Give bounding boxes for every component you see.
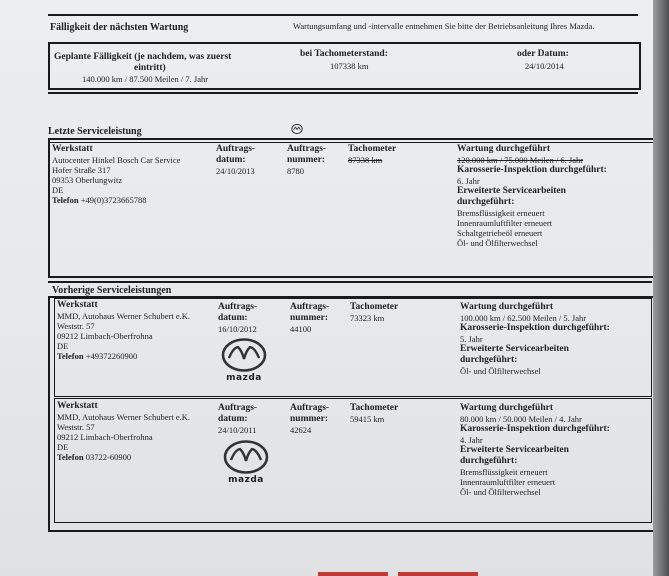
entry-2-workshop: Werkstatt MMD, Autohaus Werner Schubert e.K. Weststr. 57 09212 Limbach-Oberfrohna DE Telefon 03722-60900 — [57, 401, 191, 462]
odometer-due-value: 107338 km — [330, 61, 369, 71]
entry-1-work: Wartung durchgeführt 100.000 km / 62.500 Meilen / 5. Jahr Karosserie-Inspektion durchgeführt: 5. Jahr Erweiterte Servicearbeiten durchgeführt: Öl- und Ölfilterwechsel — [460, 302, 610, 376]
last-service-title: Letzte Serviceleistung — [48, 126, 142, 137]
red-mark-right — [398, 572, 478, 576]
date-due-label: oder Datum: — [517, 49, 569, 59]
entry-1-order-number: Auftrags- nummer: 44100 — [290, 302, 330, 334]
mazda-logo-1: mazda — [220, 338, 268, 383]
planned-due-value: 140.000 km / 87.500 Meilen / 7. Jahr — [82, 74, 209, 84]
section-rule-2 — [48, 281, 652, 283]
entry-1-order-date: Auftrags- datum: 16/10/2012 — [218, 302, 258, 334]
last-service-odometer: Tachometer 87338 km — [348, 144, 397, 165]
last-service-order-date: Auftrags- datum: 24/10/2013 — [216, 144, 256, 176]
next-service-note: Wartungsumfang und -intervalle entnehmen Sie bitte der Betriebsanleitung Ihres Mazda. — [293, 21, 595, 31]
mazda-emblem-icon — [220, 338, 268, 372]
planned-due-label: Geplante Fälligkeit (je nachdem, was zuerst eintritt) — [54, 52, 232, 73]
last-service-workshop: Werkstatt Autocenter Hinkel Bosch Car Service Hofer Straße 317 09353 Oberlungwitz DE Telefon +49(0)3723665788 — [52, 144, 181, 205]
odometer-due-label: bei Tachometerstand: — [300, 49, 388, 59]
entry-2-order-date: Auftrags- datum: 24/10/2011 — [218, 403, 258, 435]
mazda-emblem-icon — [222, 440, 270, 474]
next-service-title: Fälligkeit der nächsten Wartung — [50, 22, 189, 33]
entry-2-odometer: Tachometer 59415 km — [350, 403, 399, 424]
last-service-order-number: Auftrags- nummer: 8780 — [287, 144, 327, 176]
section-rule-1 — [48, 92, 638, 94]
red-mark-left — [318, 572, 388, 576]
page-shadow-edge — [653, 0, 669, 576]
top-rule — [48, 14, 638, 16]
entry-1-odometer: Tachometer 73323 km — [350, 302, 399, 323]
date-due-value: 24/10/2014 — [525, 61, 564, 71]
last-service-header-rule — [48, 142, 656, 143]
entry-2-order-number: Auftrags- nummer: 42624 — [290, 403, 330, 435]
previous-services-title: Vorherige Serviceleistungen — [52, 285, 172, 296]
mazda-logo-2: mazda — [222, 440, 270, 485]
entry-2-work: Wartung durchgeführt 80.000 km / 50.000 Meilen / 4. Jahr Karosserie-Inspektion durchgeführt: 4. Jahr Erweiterte Servicearbeiten durchgeführt: Bremsflüssigkeit erneuert Innenraumluftfilter erneuert Öl- und Ölfilterwechsel — [460, 403, 610, 497]
entry-1-workshop: Werkstatt MMD, Autohaus Werner Schubert e.K. Weststr. 57 09212 Limbach-Oberfrohna DE Telefon +49372260900 — [57, 300, 191, 361]
last-service-work: Wartung durchgeführt 120.000 km / 75.000 Meilen / 6. Jahr Karosserie-Inspektion durchgeführt: 6. Jahr Erweiterte Servicearbeiten durchgeführt: Bremsflüssigkeit erneuert Innenraumluftfilter erneuert Schaltgetriebeöl erneuert Öl- und Ölfilterwechsel — [457, 144, 607, 248]
